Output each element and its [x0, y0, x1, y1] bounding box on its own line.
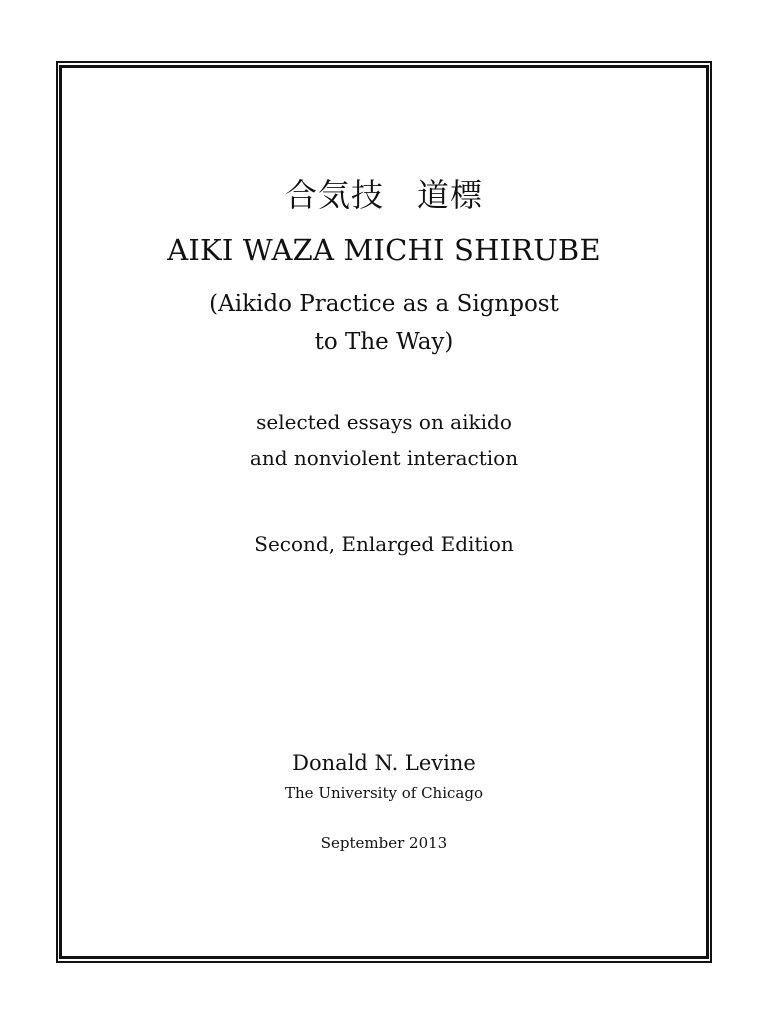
subtitle-line-2: to The Way) [314, 329, 454, 355]
publication-date: September 2013 [320, 834, 448, 852]
edition-label: Second, Enlarged Edition [254, 532, 514, 556]
romanized-title: AIKI WAZA MICHI SHIRUBE [167, 233, 601, 267]
author-name: Donald N. Levine [292, 751, 476, 775]
subtitle-line-1: (Aikido Practice as a Signpost [209, 291, 559, 317]
description-line-1: selected essays on aikido [256, 410, 512, 434]
description-line-2: and nonviolent interaction [249, 446, 519, 470]
japanese-title: 合気技 道標 [284, 176, 483, 214]
author-affiliation: The University of Chicago [285, 784, 483, 802]
